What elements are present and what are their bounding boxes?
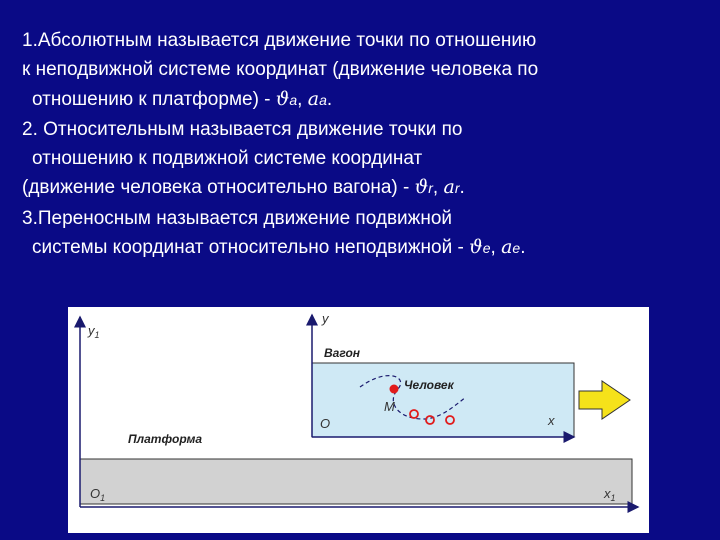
label-o1: $O_1$ (90, 486, 106, 503)
label-x: x (548, 413, 555, 428)
line-4: 2. Относительным называется движение точки по (22, 118, 463, 140)
subscript-a: a (289, 91, 298, 108)
label-person: Человек (404, 378, 454, 392)
line-7: 3.Переносным называется движение подвижной (22, 207, 453, 229)
label-y1: $y_1$ (88, 323, 100, 340)
label-wagon: Вагон (324, 346, 361, 360)
wagon-rect (312, 363, 574, 437)
line-8-text: системы координат относительно неподвижной - (32, 237, 470, 259)
velocity-symbol-relative: ϑ (414, 176, 429, 199)
separator: , (432, 177, 444, 199)
line-6 (22, 173, 712, 203)
label-x1: $x_1$ (604, 486, 616, 503)
velocity-symbol-absolute: ϑ (275, 87, 290, 110)
subscript-e: e (482, 240, 491, 257)
velocity-symbol-transport: ϑ (469, 236, 483, 259)
separator: , (490, 237, 502, 259)
separator: , (297, 88, 308, 110)
period: . (459, 177, 465, 199)
line-1: 1.Абсолютным называется движение точки по отношению (22, 30, 537, 51)
label-y: y (322, 311, 329, 326)
diagram-svg (68, 307, 649, 533)
motion-diagram (68, 307, 649, 533)
accel-symbol-transport: a (501, 236, 513, 259)
motion-arrow (579, 381, 630, 419)
subscript-r-2: r (454, 180, 460, 197)
subscript-e-2: e (512, 240, 521, 257)
period: . (520, 237, 526, 259)
subscript-r: r (428, 180, 433, 197)
line-3 (22, 85, 712, 115)
line-5: отношению к подвижной системе координат (32, 148, 423, 170)
platform-rect (80, 459, 632, 504)
subscript-a-2: a (319, 91, 327, 108)
label-o: O (320, 416, 331, 431)
point-m (390, 385, 399, 394)
line-3-text: отношению к платформе) - (32, 88, 276, 110)
accel-symbol-relative: a (443, 176, 455, 199)
line-2: к неподвижной системе координат (движение человека по (22, 59, 539, 81)
label-m: M (384, 399, 395, 414)
label-platform: Платформа (128, 432, 203, 446)
accel-symbol-absolute: a (307, 87, 320, 110)
line-8 (22, 233, 712, 263)
period: . (326, 88, 333, 110)
definitions-text (22, 26, 712, 263)
line-6-text: (движение человека относительно вагона) - (22, 177, 415, 199)
